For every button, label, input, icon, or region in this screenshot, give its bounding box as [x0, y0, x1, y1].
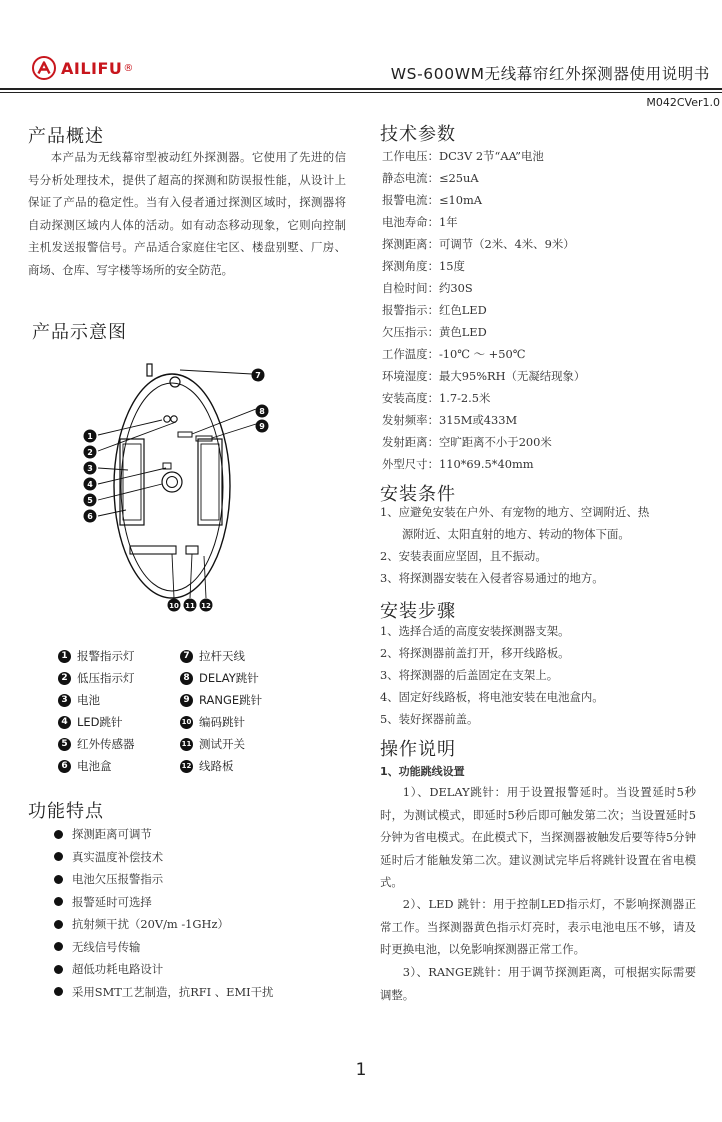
svg-text:10: 10 — [169, 602, 179, 610]
list-item: 电池欠压报警指示 — [54, 868, 273, 891]
legend-number: 11 — [180, 738, 193, 751]
svg-text:7: 7 — [255, 371, 261, 380]
legend-number: 10 — [180, 716, 193, 729]
step-item: 3、将探测器的后盖固定在支架上。 — [380, 668, 559, 682]
svg-text:8: 8 — [259, 407, 265, 416]
legend-number: 7 — [180, 650, 193, 663]
list-item: 采用SMT工艺制造，抗RFI 、EMI干扰 — [54, 981, 273, 1004]
legend-number: 3 — [58, 694, 71, 707]
condition-item: 2、安装表面应坚固，且不振动。 — [380, 549, 547, 563]
legend-item — [180, 648, 302, 664]
spec-item: 探测角度：15度 — [382, 259, 465, 273]
jumper-delay — [178, 432, 192, 437]
legend-label: 拉杆天线 — [199, 649, 245, 663]
overview-heading: 产品概述 — [28, 126, 104, 147]
led-alarm — [164, 416, 170, 422]
condition-item: 1、应避免安装在户外、有宠物的地方、空调附近、热 — [380, 505, 650, 519]
header-rule-thick — [0, 88, 722, 90]
svg-text:5: 5 — [87, 496, 93, 505]
svg-text:2: 2 — [87, 448, 93, 457]
spec-item: 电池寿命：1年 — [382, 215, 458, 229]
legend-row — [58, 667, 308, 689]
spec-item: 工作温度：-10℃ ～ +50℃ — [382, 347, 526, 361]
bullet-icon — [54, 920, 63, 929]
parts-legend — [58, 645, 308, 777]
legend-item — [180, 670, 302, 686]
spec-item: 探测距离：可调节（2米、4米、9米） — [382, 237, 575, 251]
document-title: WS-600WM无线幕帘红外探测器使用说明书 — [390, 65, 710, 83]
svg-text:12: 12 — [201, 602, 211, 610]
legend-number: 4 — [58, 716, 71, 729]
legend-label: 编码跳针 — [199, 715, 245, 729]
pir-sensor — [162, 472, 182, 492]
battery-left — [123, 444, 141, 520]
spec-item: 报警指示：红色LED — [382, 303, 487, 317]
svg-text:11: 11 — [185, 602, 195, 610]
legend-item — [58, 758, 180, 774]
steps-heading: 安装步骤 — [380, 601, 456, 622]
operation-para-delay: 1）、DELAY跳针：用于设置报警延时。当设置延时5秒时，为测试模式，即延时5秒后即可触发第二次；当设置延时5分钟为省电模式。在此模式下，当探测器被触发后要等待5分钟延时后才能触发第二次。建议测试完毕后将跳针设置在省电模式。 — [380, 785, 696, 889]
legend-label: RANGE跳针 — [199, 693, 263, 707]
bullet-icon — [54, 897, 63, 906]
step-item: 2、将探测器前盖打开，移开线路板。 — [380, 646, 570, 660]
code-jumper — [130, 546, 176, 554]
features-heading: 功能特点 — [28, 801, 104, 822]
legend-item — [180, 714, 302, 730]
legend-item — [180, 736, 302, 752]
legend-number: 6 — [58, 760, 71, 773]
specs-list — [382, 145, 585, 475]
overview-body: 本产品为无线幕帘型被动红外探测器。它使用了先进的信号分析处理技术，提供了超高的探测和防误报性能，从设计上保证了产品的稳定性。当有入侵者通过探测区域时，探测器将自动探测区域内人体的活动。如有动态移动现象，它则向控制主机发送报警信号。产品适合家庭住宅区、楼盘别墅、厂房、商场、仓库、写字楼等场所的安全防范。 — [28, 150, 346, 277]
legend-label: LED跳针 — [77, 715, 123, 729]
spec-item: 静态电流：≤25uA — [382, 171, 479, 185]
ailifu-logo-icon — [32, 56, 56, 80]
legend-number: 9 — [180, 694, 193, 707]
legend-label: 测试开关 — [199, 737, 245, 751]
legend-row — [58, 711, 308, 733]
legend-label: DELAY跳针 — [199, 671, 259, 685]
legend-label: 报警指示灯 — [77, 649, 135, 663]
legend-row — [58, 689, 308, 711]
list-item: 无线信号传输 — [54, 936, 273, 959]
specs-heading: 技术参数 — [380, 124, 456, 145]
battery-box-right — [198, 439, 222, 525]
legend-row — [58, 645, 308, 667]
battery-right — [201, 444, 219, 520]
product-diagram — [70, 360, 280, 615]
list-item: 超低功耗电路设计 — [54, 958, 273, 981]
legend-item — [58, 648, 180, 664]
spec-item: 报警电流：≤10mA — [382, 193, 483, 207]
legend-number: 5 — [58, 738, 71, 751]
condition-item: 源附近、太阳直射的地方、转动的物体下面。 — [402, 527, 630, 541]
legend-item — [180, 692, 302, 708]
list-item: 抗射频干扰（20V/m -1GHz） — [54, 913, 273, 936]
housing-outline — [114, 374, 230, 598]
registered-mark: ® — [123, 62, 134, 74]
bullet-icon — [54, 965, 63, 974]
svg-text:9: 9 — [259, 422, 265, 431]
spec-item: 工作电压：DC3V 2节“AA”电池 — [382, 149, 544, 163]
bullet-icon — [54, 875, 63, 884]
pir-sensor-inner — [167, 477, 178, 488]
operation-para-led: 2）、LED 跳针：用于控制LED指示灯，不影响探测器正常工作。当探测器黄色指示灯亮时，表示电池电压不够，请及时更换电池，以免影响探测器正常工作。 — [380, 897, 696, 956]
operation-subtitle: 1、功能跳线设置 — [380, 765, 465, 778]
legend-number: 1 — [58, 650, 71, 663]
legend-item — [58, 714, 180, 730]
legend-item — [58, 692, 180, 708]
legend-number: 12 — [180, 760, 193, 773]
step-item: 4、固定好线路板，将电池安装在电池盒内。 — [380, 690, 604, 704]
spec-item: 安装高度：1.7-2.5米 — [382, 391, 491, 405]
legend-label: 红外传感器 — [77, 737, 135, 751]
legend-item — [58, 736, 180, 752]
spec-item: 发射频率：315M或433M — [382, 413, 518, 427]
diagram-heading: 产品示意图 — [32, 322, 127, 343]
svg-text:4: 4 — [87, 480, 93, 489]
spec-item: 环境湿度：最大95%RH（无凝结现象） — [382, 369, 586, 383]
spec-item: 外型尺寸：110*69.5*40mm — [382, 457, 534, 471]
condition-item: 3、将探测器安装在入侵者容易通过的地方。 — [380, 571, 604, 585]
led-low — [171, 416, 177, 422]
antenna-shape — [147, 364, 152, 376]
legend-label: 电池 — [77, 693, 100, 707]
svg-text:6: 6 — [87, 512, 93, 521]
bullet-icon — [54, 830, 63, 839]
features-list — [54, 823, 273, 1003]
brand-logo — [32, 55, 133, 81]
operation-para-range: 3）、RANGE跳针：用于调节探测距离，可根据实际需要调整。 — [380, 965, 696, 1002]
brand-name: AILIFU — [61, 58, 123, 78]
legend-item — [58, 670, 180, 686]
test-switch — [186, 546, 198, 554]
conditions-heading: 安装条件 — [380, 484, 456, 505]
step-item: 1、选择合适的高度安装探测器支架。 — [380, 624, 570, 638]
legend-row — [58, 755, 308, 777]
legend-label: 低压指示灯 — [77, 671, 135, 685]
list-item: 探测距离可调节 — [54, 823, 273, 846]
version-label: M042CVer1.0 — [646, 96, 720, 109]
operation-heading: 操作说明 — [380, 739, 456, 760]
legend-label: 电池盒 — [77, 759, 112, 773]
bullet-icon — [54, 852, 63, 861]
spec-item: 欠压指示：黄色LED — [382, 325, 487, 339]
step-item: 5、装好探器前盖。 — [380, 712, 479, 726]
legend-number: 2 — [58, 672, 71, 685]
page-number: 1 — [355, 1060, 367, 1080]
legend-item — [180, 758, 302, 774]
antenna-base — [170, 377, 180, 387]
header-rule-thin — [0, 92, 722, 93]
bullet-icon — [54, 942, 63, 951]
bullet-icon — [54, 987, 63, 996]
svg-text:1: 1 — [87, 432, 93, 441]
legend-number: 8 — [180, 672, 193, 685]
spec-item: 自检时间：约30S — [382, 281, 473, 295]
legend-row — [58, 733, 308, 755]
spec-item: 发射距离：空旷距离不小于200米 — [382, 435, 552, 449]
list-item: 真实温度补偿技术 — [54, 846, 273, 869]
svg-text:3: 3 — [87, 464, 93, 473]
list-item: 报警延时可选择 — [54, 891, 273, 914]
legend-label: 线路板 — [199, 759, 234, 773]
